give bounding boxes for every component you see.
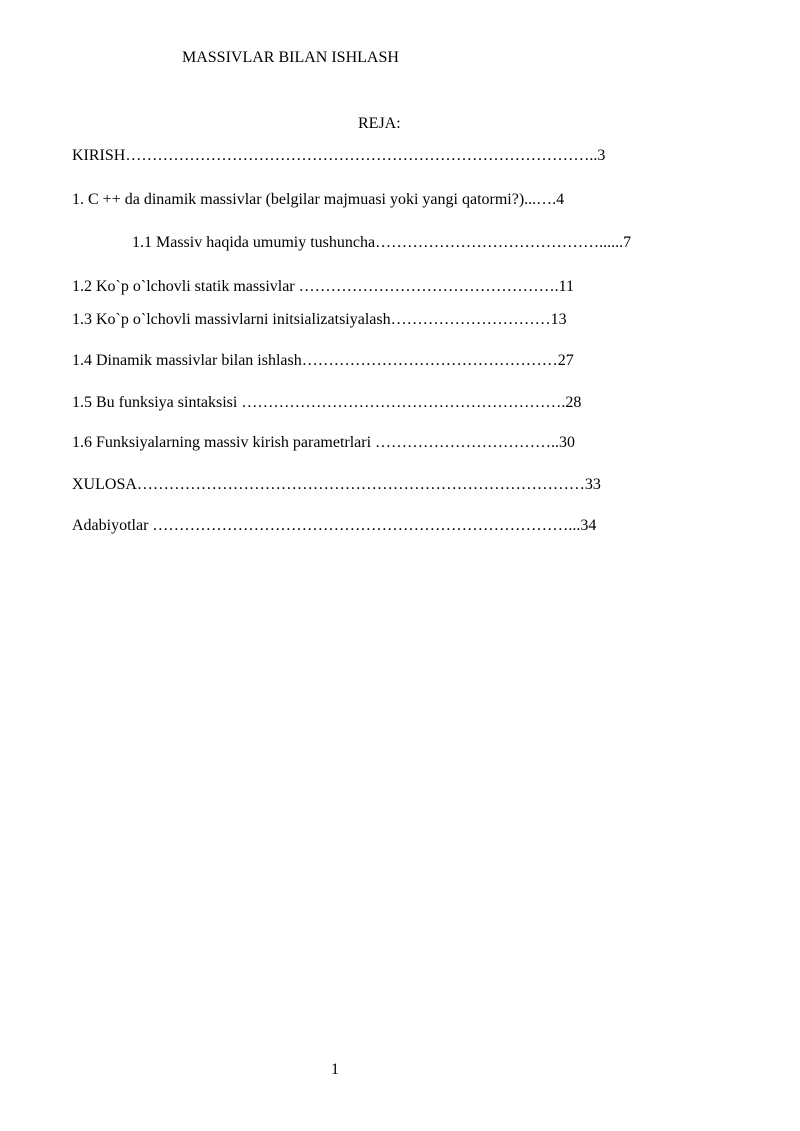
toc-entry-conclusion: XULOSA…………………………………………………………………………33 bbox=[72, 476, 601, 493]
page-number: 1 bbox=[331, 1061, 339, 1078]
toc-entry-section-1-5: 1.5 Bu funksiya sintaksisi …………………………………………………….28 bbox=[72, 394, 582, 411]
toc-entry-introduction: KIRISH……………………………………………………………………………..3 bbox=[72, 147, 606, 164]
toc-entry-section-1-2: 1.2 Ko`p o`lchovli statik massivlar ………………………………………….11 bbox=[72, 278, 575, 295]
toc-entry-section-1-4: 1.4 Dinamik massivlar bilan ishlash…………………………………………27 bbox=[72, 352, 574, 369]
plan-heading: REJA: bbox=[358, 115, 401, 132]
toc-entry-references: Adabiyotlar ……………………………………………………………………...34 bbox=[72, 517, 597, 534]
toc-entry-section-1-6: 1.6 Funksiyalarning massiv kirish parametrlari ……………………………..30 bbox=[72, 434, 576, 451]
toc-entry-section-1: 1. C ++ da dinamik massivlar (belgilar majmuasi yoki yangi qatormi?)...….4 bbox=[72, 191, 565, 208]
document-title: MASSIVLAR BILAN ISHLASH bbox=[182, 49, 399, 66]
toc-entry-section-1-1: 1.1 Massiv haqida umumiy tushuncha……………………………………......7 bbox=[132, 234, 632, 251]
toc-entry-section-1-3: 1.3 Ko`p o`lchovli massivlarni initsializatsiyalash…………………………13 bbox=[72, 311, 567, 328]
